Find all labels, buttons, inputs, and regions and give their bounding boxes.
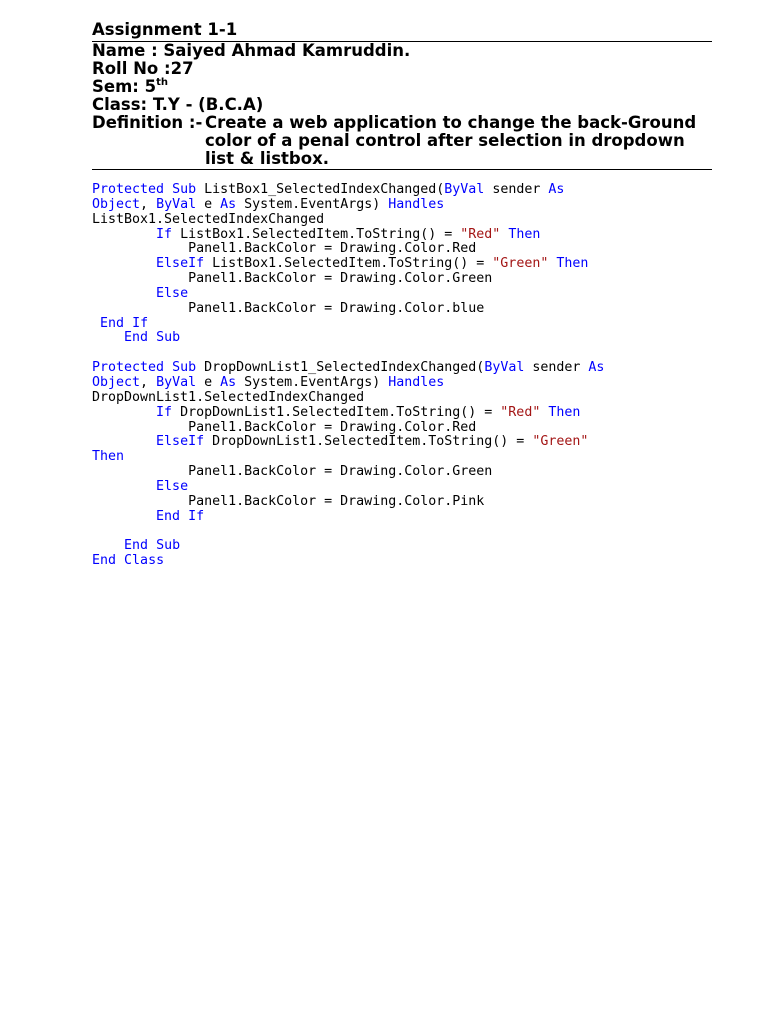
code-keyword: If <box>188 508 205 524</box>
semester-suffix: th <box>156 76 168 88</box>
code-keyword: ElseIf <box>156 434 205 450</box>
code-keyword: Else <box>156 478 189 494</box>
code-text: ListBox1_SelectedIndexChanged( <box>196 182 445 197</box>
code-keyword: End <box>100 315 125 331</box>
code-text: e <box>196 374 221 390</box>
code-line <box>92 287 712 302</box>
code-keyword: As <box>220 374 237 390</box>
code-string: "Green" <box>492 256 549 272</box>
code-line <box>92 480 712 495</box>
code-keyword: ByVal <box>156 374 197 390</box>
code-text: sender <box>484 182 549 197</box>
code-text <box>164 360 172 375</box>
code-line <box>92 421 712 436</box>
code-text <box>124 316 132 331</box>
code-line <box>92 361 712 376</box>
code-keyword: Then <box>556 256 589 272</box>
code-keyword: ByVal <box>444 182 485 197</box>
code-keyword: Object <box>92 196 141 212</box>
code-keyword: As <box>588 360 605 376</box>
code-keyword: Then <box>508 226 541 242</box>
code-block <box>92 183 712 569</box>
code-line <box>92 510 712 525</box>
code-keyword: If <box>156 404 173 420</box>
code-text: ListBox1.SelectedItem.ToString() = <box>204 256 493 272</box>
code-text: DropDownList1_SelectedIndexChanged( <box>196 360 485 376</box>
code-line <box>92 257 712 272</box>
code-text: DropDownList1.SelectedIndexChanged <box>92 389 365 405</box>
code-text <box>92 256 156 271</box>
code-line <box>92 183 712 198</box>
code-keyword: As <box>548 182 565 197</box>
code-line <box>92 391 712 406</box>
code-line <box>92 213 712 228</box>
code-line <box>92 228 712 243</box>
code-line <box>92 346 712 361</box>
code-keyword: If <box>156 226 173 242</box>
code-text <box>148 330 156 345</box>
code-keyword: Object <box>92 374 141 390</box>
code-text: Panel1.BackColor = Drawing.Color.Red <box>92 419 477 435</box>
code-text <box>180 509 188 524</box>
code-text <box>92 227 156 242</box>
semester <box>92 78 712 96</box>
code-keyword: Then <box>548 404 581 420</box>
code-text <box>148 538 156 553</box>
definition-text: Create a web application to change the back-Ground color of a penal control after selection in dropdown list & listbox. <box>205 113 697 168</box>
code-string: "Red" <box>460 226 501 242</box>
code-keyword: ElseIf <box>156 256 205 272</box>
code-line <box>92 524 712 539</box>
code-keyword: Handles <box>388 374 445 390</box>
code-keyword: Sub <box>172 360 197 376</box>
code-keyword: Sub <box>156 538 181 554</box>
code-text <box>92 434 156 449</box>
roll-number: Roll No :27 <box>92 59 194 78</box>
semester-text: Sem: 5 <box>92 77 157 96</box>
code-keyword: Sub <box>156 330 181 346</box>
code-keyword: Class <box>124 553 165 569</box>
code-text: Panel1.BackColor = Drawing.Color.Green <box>92 464 493 480</box>
document-page <box>92 21 712 569</box>
code-keyword: End <box>156 508 181 524</box>
code-line <box>92 331 712 346</box>
student-name: Name : Saiyed Ahmad Kamruddin. <box>92 41 411 60</box>
code-keyword: If <box>132 315 149 331</box>
code-line <box>92 465 712 480</box>
code-line <box>92 376 712 391</box>
code-line <box>92 198 712 213</box>
code-text <box>92 405 156 420</box>
code-text: DropDownList1.SelectedItem.ToString() = <box>172 404 501 420</box>
code-text: DropDownList1.SelectedItem.ToString() = <box>204 434 533 450</box>
code-line <box>92 406 712 421</box>
code-keyword: Else <box>156 285 189 301</box>
code-keyword: Handles <box>388 196 445 212</box>
bottom-divider <box>92 169 712 170</box>
code-line <box>92 317 712 332</box>
code-text: Panel1.BackColor = Drawing.Color.Red <box>92 241 477 257</box>
code-text <box>92 330 124 345</box>
code-text: Panel1.BackColor = Drawing.Color.blue <box>92 300 485 316</box>
code-text <box>92 509 156 524</box>
code-text: e <box>196 196 221 212</box>
definition-label: Definition :- <box>92 113 203 132</box>
code-keyword: End <box>124 538 149 554</box>
code-text <box>92 286 156 301</box>
code-text <box>164 182 172 197</box>
code-text: ListBox1.SelectedIndexChanged <box>92 211 325 227</box>
code-string: "Green" <box>532 434 589 450</box>
code-text <box>92 479 156 494</box>
code-text <box>92 316 100 331</box>
code-text: System.EventArgs) <box>236 196 389 212</box>
code-line <box>92 554 712 569</box>
code-text: ListBox1.SelectedItem.ToString() = <box>172 226 461 242</box>
code-text <box>116 553 124 568</box>
code-text: , <box>140 196 157 212</box>
assignment-title: Assignment 1-1 <box>92 20 238 39</box>
code-line <box>92 272 712 287</box>
code-keyword: As <box>220 196 237 212</box>
code-line <box>92 539 712 554</box>
definition <box>92 114 712 168</box>
code-line <box>92 435 712 450</box>
code-keyword: End <box>124 330 149 346</box>
code-keyword: Then <box>92 449 125 465</box>
code-text <box>92 538 124 553</box>
code-keyword: End <box>92 553 117 569</box>
code-text: , <box>140 374 157 390</box>
code-keyword: ByVal <box>484 360 525 376</box>
code-line <box>92 242 712 257</box>
code-text: System.EventArgs) <box>236 374 389 390</box>
code-keyword: Sub <box>172 182 197 197</box>
code-text: Panel1.BackColor = Drawing.Color.Pink <box>92 493 485 509</box>
code-keyword: Protected <box>92 360 165 376</box>
code-line <box>92 495 712 510</box>
code-string: "Red" <box>500 404 541 420</box>
code-keyword: ByVal <box>156 196 197 212</box>
code-keyword: Protected <box>92 182 165 197</box>
code-line <box>92 302 712 317</box>
code-text: Panel1.BackColor = Drawing.Color.Green <box>92 271 493 287</box>
class-info: Class: T.Y - (B.C.A) <box>92 95 264 114</box>
code-text: sender <box>524 360 589 376</box>
code-line <box>92 450 712 465</box>
